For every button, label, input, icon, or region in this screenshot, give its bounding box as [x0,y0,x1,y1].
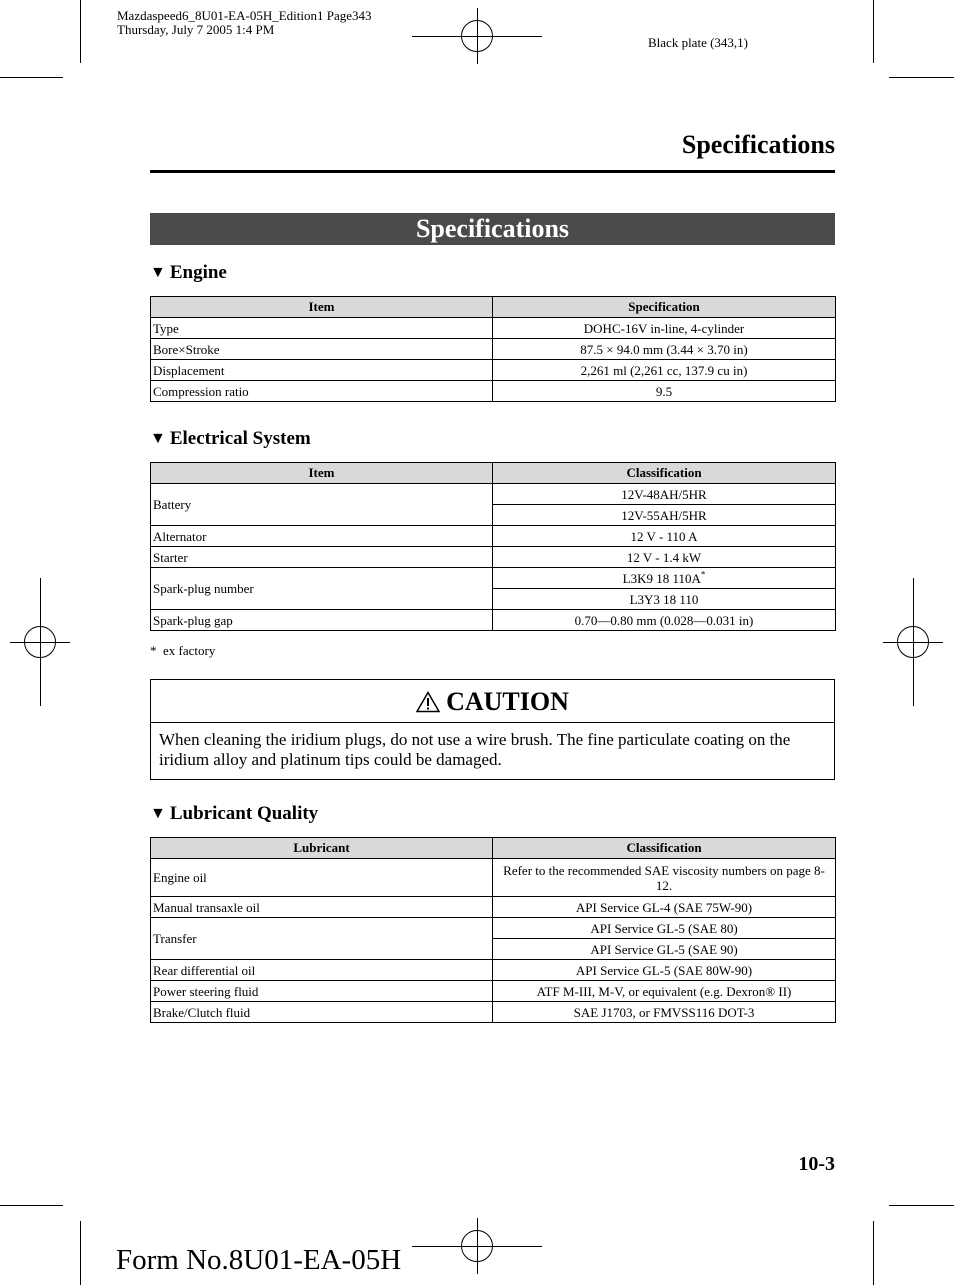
value-cell: API Service GL-4 (SAE 75W-90) [493,897,836,918]
chapter-banner: Specifications [150,213,835,245]
value-cell: L3Y3 18 110 [493,589,836,610]
column-header: Item [151,463,493,484]
electrical-heading: ▼ Electrical System [150,428,311,449]
caution-box [150,679,835,780]
print-file-line: Mazdaspeed6_8U01-EA-05H_Edition1 Page343 [117,8,372,23]
lubricant-heading: ▼ Lubricant Quality [150,803,319,824]
item-cell: Transfer [151,918,493,960]
caution-header [151,680,834,723]
table-row [151,610,836,631]
table-row [151,1002,836,1023]
value-cell: API Service GL-5 (SAE 90) [493,939,836,960]
lubricant-table [150,837,836,1023]
registration-mark-left [10,578,70,706]
footnote: * ex factory [150,643,216,658]
item-cell: Type [151,318,493,339]
warning-triangle-icon [416,691,440,713]
item-cell: Battery [151,484,493,526]
value-cell: SAE J1703, or FMVSS116 DOT-3 [493,1002,836,1023]
column-header: Item [151,297,493,318]
value-cell: 12V-48AH/5HR [493,484,836,505]
engine-heading: ▼ Engine [150,262,227,283]
item-cell: Alternator [151,526,493,547]
value-cell: 2,261 ml (2,261 cc, 137.9 cu in) [493,360,836,381]
form-number: Form No.8U01-EA-05H [116,1244,402,1276]
table-header-row [151,297,836,318]
registration-mark-bottom [412,1218,542,1274]
item-cell: Displacement [151,360,493,381]
crop-mark [873,0,874,63]
value-cell: 12 V - 1.4 kW [493,547,836,568]
crop-mark [0,1205,63,1206]
crop-mark [80,0,81,63]
value-cell: Refer to the recommended SAE viscosity numbers on page 8-12. [493,859,836,897]
value-cell: L3K9 18 110A* [493,568,836,589]
triangle-down-icon: ▼ [150,264,166,281]
item-cell: Power steering fluid [151,981,493,1002]
table-row [151,918,836,939]
table-row [151,568,836,589]
triangle-down-icon: ▼ [150,805,166,822]
registration-mark-right [883,578,943,706]
value-cell: ATF M-III, M-V, or equivalent (e.g. Dexron® II) [493,981,836,1002]
item-cell: Spark-plug gap [151,610,493,631]
print-date-line: Thursday, July 7 2005 1:4 PM [117,22,275,37]
table-header-row [151,838,836,859]
item-cell: Starter [151,547,493,568]
table-row [151,547,836,568]
footnote-mark: * [700,569,706,580]
value-cell: 9.5 [493,381,836,402]
electrical-table [150,462,836,631]
crop-mark [0,77,63,78]
item-cell: Brake/Clutch fluid [151,1002,493,1023]
caution-text: When cleaning the iridium plugs, do not use a wire brush. The fine particulate coating on the iridium alloy and platinum tips could be damaged. [159,730,791,769]
value-cell: DOHC-16V in-line, 4-cylinder [493,318,836,339]
table-row [151,897,836,918]
table-row [151,484,836,505]
table-row [151,981,836,1002]
plate-label: Black plate (343,1) [648,35,748,50]
triangle-down-icon: ▼ [150,430,166,447]
table-row [151,318,836,339]
value-cell: 0.70—0.80 mm (0.028—0.031 in) [493,610,836,631]
column-header: Lubricant [151,838,493,859]
column-header: Classification [493,838,836,859]
table-row [151,960,836,981]
value-cell: API Service GL-5 (SAE 80W-90) [493,960,836,981]
registration-mark-top [412,8,542,64]
value-cell: 12 V - 110 A [493,526,836,547]
item-cell: Manual transaxle oil [151,897,493,918]
crop-mark [873,1221,874,1285]
crop-mark [889,77,954,78]
crop-mark [889,1205,954,1206]
value-cell: API Service GL-5 (SAE 80) [493,918,836,939]
caution-title: CAUTION [446,687,569,716]
item-cell: Compression ratio [151,381,493,402]
table-row [151,859,836,897]
table-header-row [151,463,836,484]
table-row [151,339,836,360]
item-cell: Spark-plug number [151,568,493,610]
page-number: 10-3 [798,1153,835,1175]
column-header: Specification [493,297,836,318]
item-cell: Engine oil [151,859,493,897]
item-cell: Rear differential oil [151,960,493,981]
section-title: Specifications [681,130,835,159]
value-cell: 12V-55AH/5HR [493,505,836,526]
table-row [151,526,836,547]
table-row [151,381,836,402]
column-header: Classification [493,463,836,484]
value-cell: 87.5 × 94.0 mm (3.44 × 3.70 in) [493,339,836,360]
crop-mark [80,1221,81,1285]
table-row [151,360,836,381]
engine-table [150,296,836,402]
item-cell: Bore×Stroke [151,339,493,360]
section-rule [150,170,835,173]
